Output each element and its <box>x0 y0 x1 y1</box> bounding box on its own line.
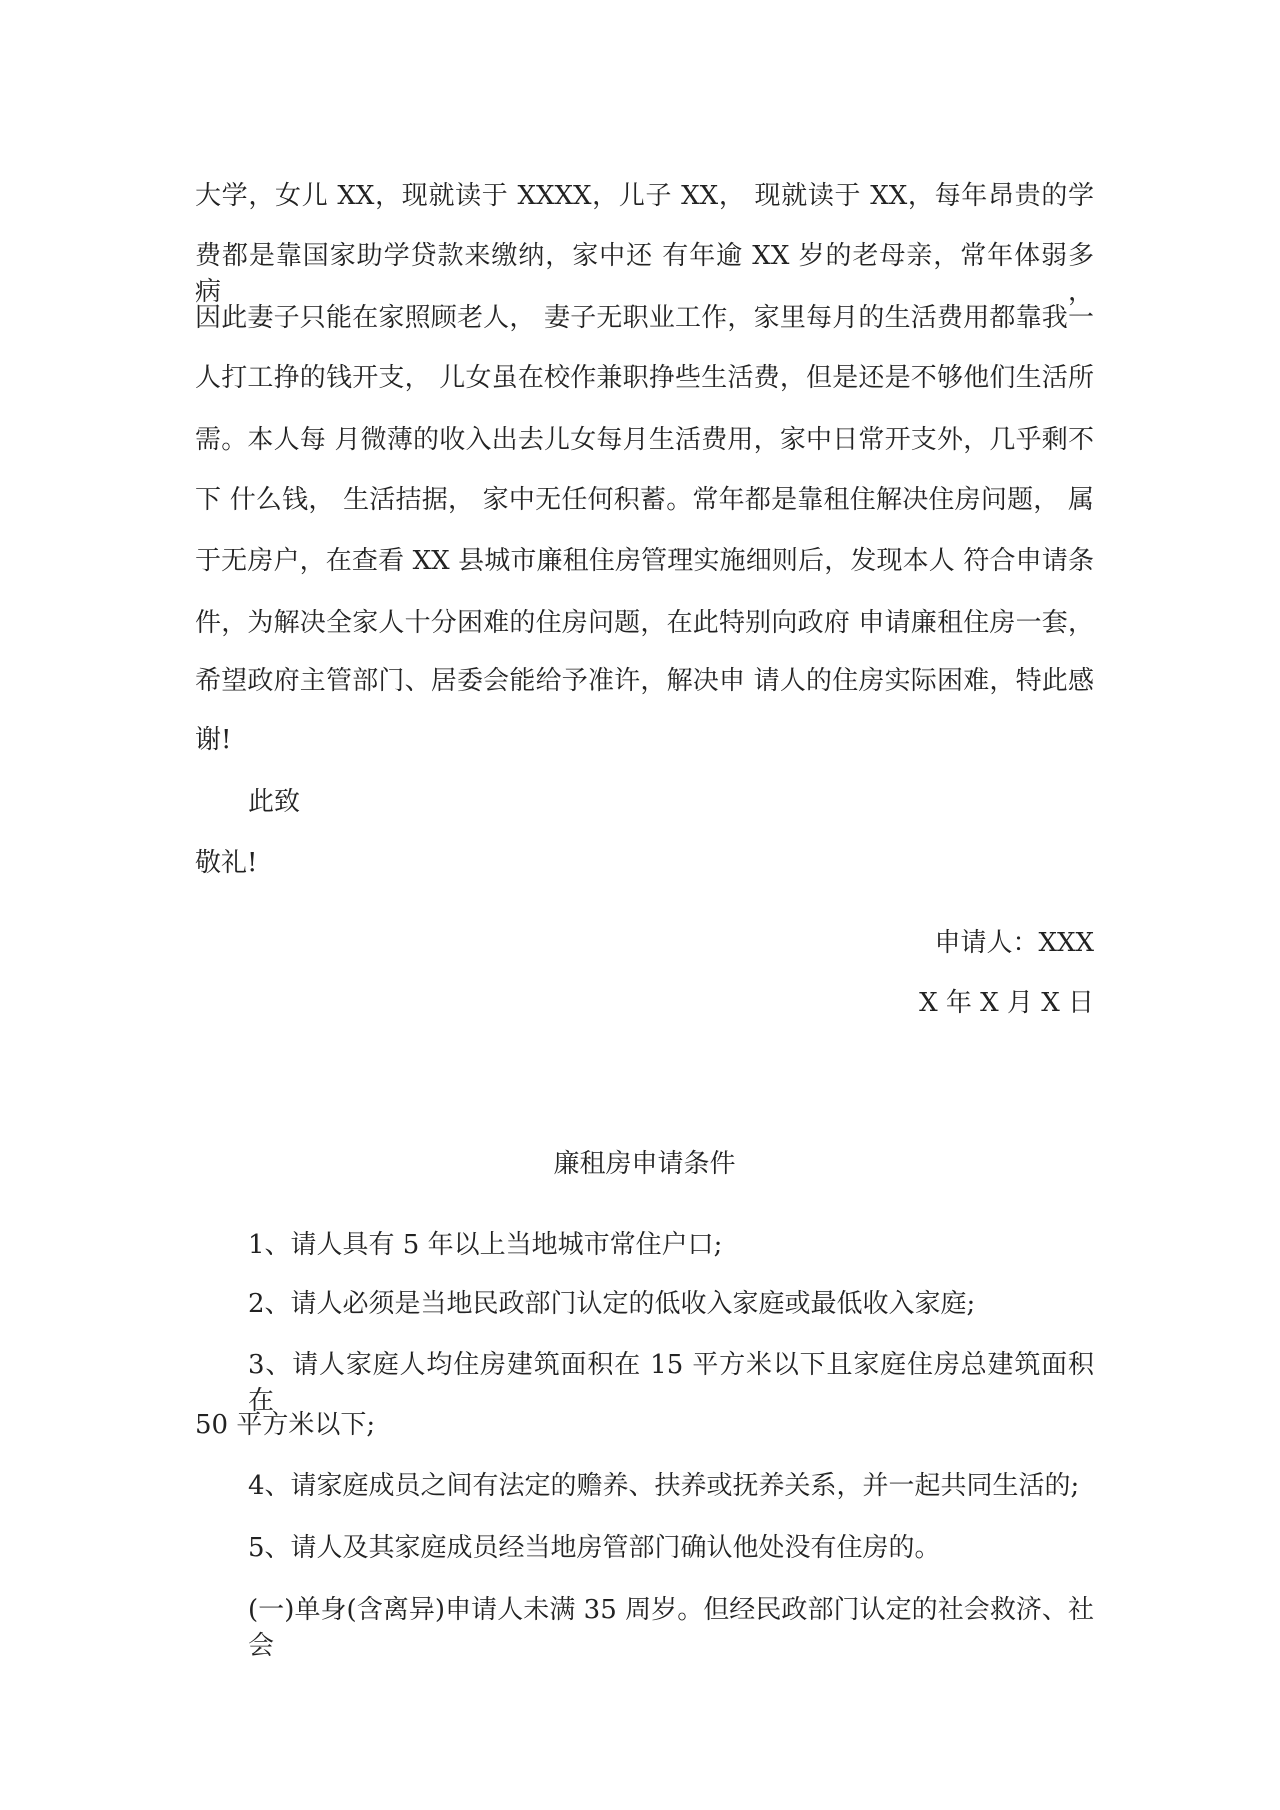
closing-regards: 敬礼! <box>195 848 258 878</box>
letter-line: 下 什么钱， 生活拮据， 家中无任何积蓄。常年都是靠租住解决住房问题， 属 <box>195 485 1094 515</box>
condition-item-continued: 50 平方米以下; <box>195 1410 376 1440</box>
letter-line: 费都是靠国家助学贷款来缴纳，家中还 有年逾 XX 岁的老母亲，常年体弱多病， <box>195 241 1094 307</box>
date: X 年 X 月 X 日 <box>919 988 1094 1018</box>
condition-subitem: (一)单身(含离异)申请人未满 35 周岁。但经民政部门认定的社会救济、社会 <box>248 1595 1094 1661</box>
letter-line: 于无房户，在查看 XX 县城市廉租住房管理实施细则后，发现本人 符合申请条 <box>195 546 1094 576</box>
condition-item: 2、请人必须是当地民政部门认定的低收入家庭或最低收入家庭; <box>248 1289 976 1319</box>
letter-line: 人打工挣的钱开支， 儿女虽在校作兼职挣些生活费，但是还是不够他们生活所 <box>195 363 1094 393</box>
closing-salutation: 此致 <box>248 787 301 817</box>
letter-line: 大学，女儿 XX，现就读于 XXXX，儿子 XX， 现就读于 XX，每年昂贵的学 <box>195 181 1094 211</box>
condition-item: 1、请人具有 5 年以上当地城市常住户口; <box>248 1230 723 1260</box>
letter-line: 因此妻子只能在家照顾老人， 妻子无职业工作，家里每月的生活费用都靠我一 <box>195 303 1094 333</box>
letter-line: 谢! <box>195 725 232 755</box>
letter-line: 希望政府主管部门、居委会能给予准许，解决申 请人的住房实际困难，特此感 <box>195 666 1095 696</box>
condition-item: 4、请家庭成员之间有法定的赡养、扶养或抚养关系，并一起共同生活的; <box>248 1471 1080 1501</box>
condition-item: 5、请人及其家庭成员经当地房管部门确认他处没有住房的。 <box>248 1533 941 1563</box>
letter-line: 件，为解决全家人十分困难的住房问题，在此特别向政府 申请廉租住房一套， <box>195 608 1095 638</box>
section-title: 廉租房申请条件 <box>553 1149 736 1179</box>
letter-line: 需。本人每 月微薄的收入出去儿女每月生活费用，家中日常开支外，几乎剩不 <box>195 425 1094 455</box>
condition-item: 3、请人家庭人均住房建筑面积在 15 平方米以下且家庭住房总建筑面积在 <box>248 1350 1094 1416</box>
signature: 申请人：XXX <box>934 928 1094 958</box>
